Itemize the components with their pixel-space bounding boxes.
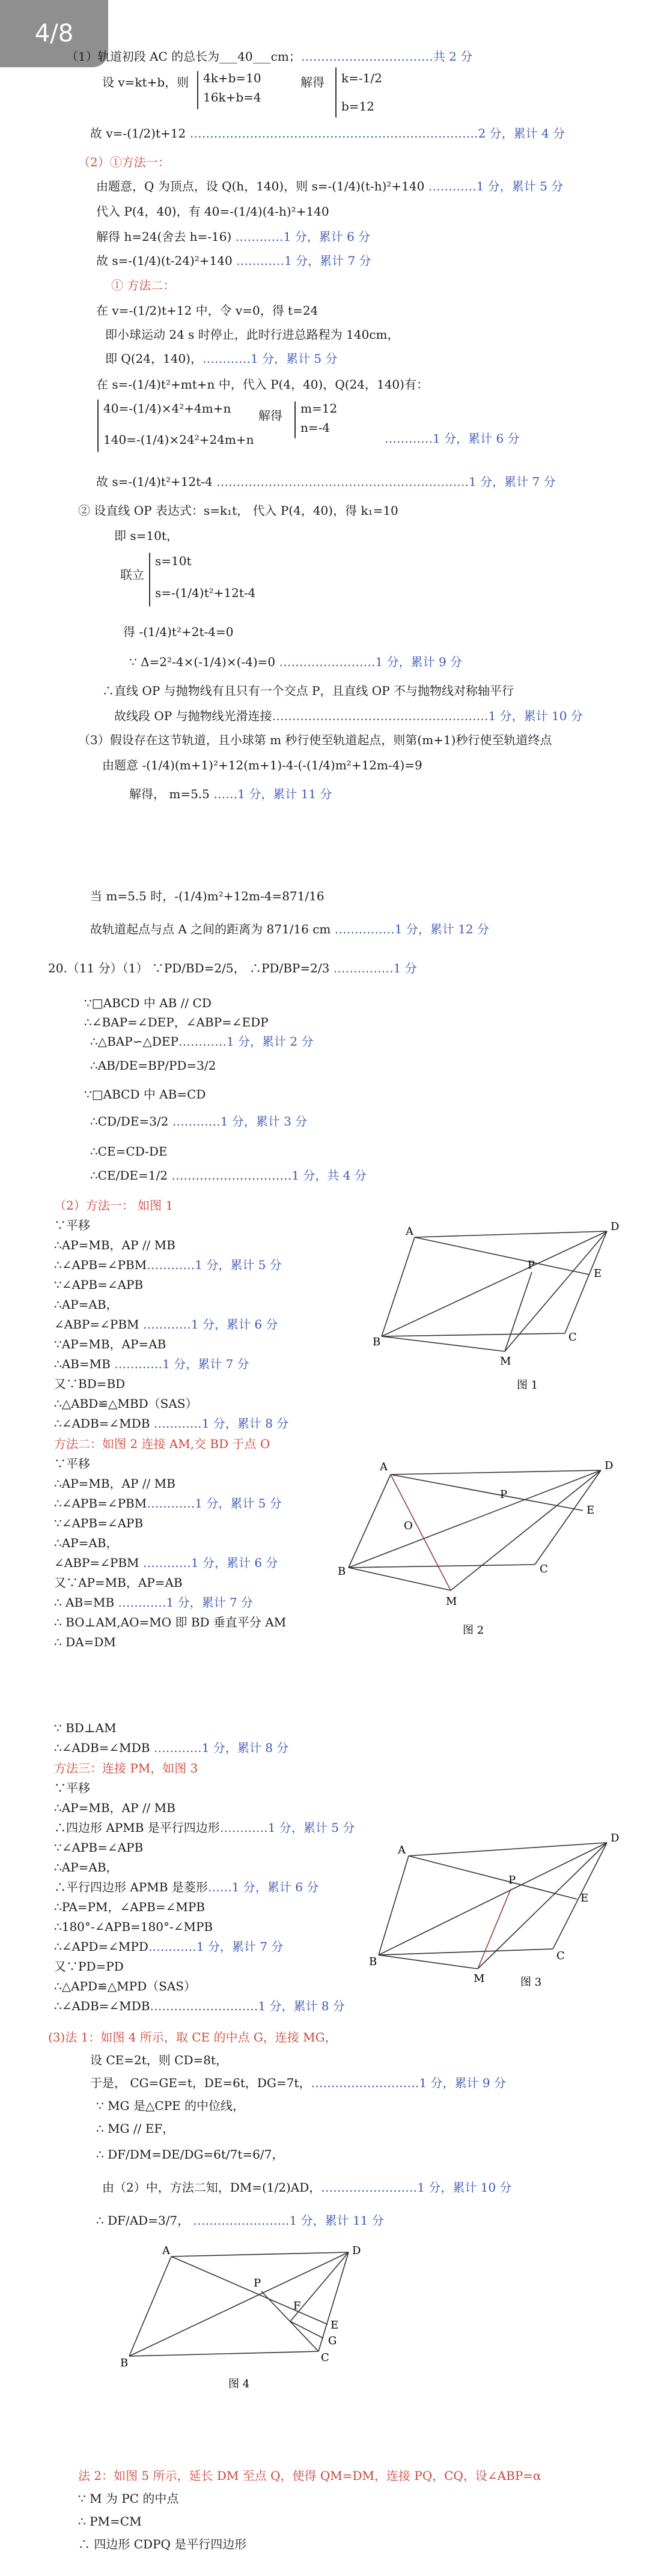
- answer-line: ∵∠APB=∠APB: [54, 1840, 144, 1855]
- answer-line: 解得 h=24(舍去 h=-16) …………1 分，累计 6 分: [96, 229, 371, 244]
- equation: 4k+b=10: [203, 71, 261, 85]
- figure-4-caption: 图 4: [228, 2378, 250, 2390]
- seg-BA: [129, 2256, 171, 2356]
- label-M: M: [500, 1355, 511, 1368]
- answer-line: ∵ M 为 PC 的中点: [78, 2491, 179, 2506]
- answer-line: ∴CE/DE=1/2 …………………………1 分，共 4 分: [90, 1168, 367, 1183]
- equation: s=10t: [155, 554, 192, 568]
- equation: 140=-(1/4)×24²+24m+n: [103, 432, 254, 447]
- page-indicator-badge[interactable]: 4/8: [0, 0, 108, 67]
- seg-BM: [349, 1568, 451, 1590]
- answer-line: ∴AB/DE=BP/PD=3/2: [90, 1058, 216, 1073]
- answer-line: 解得: [258, 408, 282, 423]
- figure-2-caption: 图 2: [463, 1624, 484, 1637]
- seg-BM: [379, 1955, 478, 1969]
- figure-4: [120, 2243, 373, 2405]
- brace: [335, 67, 337, 118]
- seg-CB: [349, 1565, 535, 1568]
- seg-PM: [478, 1889, 511, 1969]
- answer-line: ∵ BD⊥AM: [54, 1721, 117, 1735]
- answer-line: ∴AP=AB，: [54, 1536, 118, 1550]
- answer-line: 解得: [300, 75, 324, 89]
- label-C: C: [321, 2351, 329, 2364]
- answer-line: ∴∠APD=∠MPD…………1 分，累计 7 分: [54, 1939, 284, 1954]
- label-B: B: [120, 2357, 129, 2369]
- equation: n=-4: [300, 420, 331, 435]
- answer-line: 由题意 -(1/4)(m+1)²+12(m+1)-4-(-(1/4)m²+12m-4)=9: [102, 758, 422, 772]
- label-D: D: [605, 1459, 614, 1472]
- answer-line: ∴ DF/AD=3/7， ……………………1 分，累计 11 分: [96, 2213, 384, 2228]
- figure-4-svg: [120, 2243, 373, 2399]
- seg-AM: [391, 1474, 451, 1590]
- seg-AD: [171, 2252, 349, 2256]
- method-heading: 法 2：如图 5 所示，延长 DM 至点 Q，使得 QM=DM，连接 PQ，CQ，设∠ABP=α: [78, 2468, 541, 2483]
- brace: [97, 399, 99, 452]
- equation: b=12: [341, 99, 375, 114]
- label-F: F: [293, 2300, 301, 2312]
- seg-CB: [382, 1333, 565, 1336]
- seg-CB: [129, 2351, 318, 2356]
- seg-BA: [379, 1856, 409, 1955]
- answer-line: ∴ BO⊥AM,AO=MO 即 BD 垂直平分 AM: [54, 1615, 287, 1629]
- label-A: A: [162, 2244, 170, 2257]
- brace: [149, 553, 150, 607]
- figure-1-caption: 图 1: [517, 1379, 538, 1392]
- answer-line: 故 s=-(1/4)(t-24)²+140 …………1 分，累计 7 分: [96, 253, 371, 268]
- seg-BD: [382, 1231, 607, 1336]
- label-C: C: [540, 1563, 548, 1575]
- figure-2-svg: [337, 1453, 625, 1652]
- seg-BD: [129, 2252, 349, 2356]
- method-heading: （2）方法一： 如图 1: [54, 1198, 174, 1213]
- answer-line: ∵□ABCD 中 AB // CD: [84, 996, 212, 1010]
- answer-line: ∴∠ADB=∠MDB………………………1 分，累计 8 分: [54, 1999, 345, 2013]
- label-P: P: [508, 1874, 516, 1887]
- seg-AE: [409, 1856, 577, 1899]
- label-A: A: [380, 1461, 388, 1473]
- answer-line: ∴△ABD≌△MBD（SAS）: [54, 1396, 198, 1411]
- label-E: E: [580, 1892, 589, 1905]
- answer-line: ∴△BAP∽△DEP…………1 分，累计 2 分: [90, 1034, 314, 1049]
- seg-DC: [535, 1470, 601, 1565]
- label-E: E: [331, 2319, 339, 2332]
- answer-line: 代入 P(4，40)，有 40=-(1/4)(4-h)²+140: [96, 204, 329, 219]
- answer-line: ∴AP=MB，AP // MB: [54, 1476, 175, 1491]
- equation: k=-1/2: [341, 71, 382, 85]
- answer-line: 在 v=-(1/2)t+12 中，令 v=0，得 t=24: [96, 303, 318, 318]
- answer-line: 即小球运动 24 s 时停止，此时行进总路程为 140cm，: [105, 327, 400, 342]
- answer-line: ∴ DF/DM=DE/DG=6t/7t=6/7，: [96, 2147, 284, 2162]
- label-A: A: [398, 1844, 406, 1856]
- figure-3-caption: 图 3: [520, 1976, 542, 1989]
- answer-line: ∴AP=AB，: [54, 1860, 118, 1874]
- answer-line: 又∵AP=MB，AP=AB: [54, 1575, 183, 1590]
- answer-line: ∴AP=AB，: [54, 1297, 118, 1312]
- answer-line: 又∵BD=BD: [54, 1377, 126, 1391]
- seg-AD: [391, 1470, 601, 1474]
- answer-line: ∴平行四边形 APMB 是菱形……1 分，累计 6 分: [54, 1880, 319, 1894]
- figure-3: [369, 1832, 625, 2012]
- answer-line: ∵∠APB=∠APB: [54, 1516, 144, 1530]
- method-heading: （2）①方法一：: [78, 155, 170, 169]
- seg-DC: [565, 1231, 607, 1333]
- answer-line: ∴∠ADB=∠MDB …………1 分，累计 8 分: [54, 1416, 289, 1431]
- answer-line: ∠ABP=∠PBM …………1 分，累计 6 分: [54, 1317, 278, 1332]
- answer-line: ∴∠APB=∠PBM…………1 分，累计 5 分: [54, 1258, 282, 1272]
- answer-line: ∵□ABCD 中 AB=CD: [84, 1087, 206, 1102]
- label-B: B: [369, 1956, 377, 1968]
- label-B: B: [338, 1565, 346, 1578]
- answer-line: 故 v=-(1/2)t+12 ………………………………………………………………2 分，累计 4 分: [90, 126, 565, 141]
- seg-AD: [409, 1843, 607, 1856]
- answer-line: 解得， m=5.5 ……1 分，累计 11 分: [129, 787, 332, 801]
- answer-line: ∴PA=PM，∠APB=∠MPB: [54, 1900, 205, 1914]
- answer-line: 于是， CG=GE=t，DE=6t，DG=7t，………………………1 分，累计 9 分: [90, 2076, 506, 2090]
- label-D: D: [611, 1220, 620, 1233]
- answer-line: ∴ DA=DM: [54, 1635, 116, 1649]
- label-G: G: [328, 2335, 337, 2347]
- seg-BM: [382, 1336, 505, 1351]
- label-M: M: [474, 1972, 485, 1985]
- answer-line: 联立: [120, 568, 144, 582]
- answer-line: ∵平移: [54, 1218, 90, 1232]
- answer-line: ∴四边形 APMB 是平行四边形…………1 分，累计 5 分: [54, 1820, 355, 1835]
- seg-MD: [451, 1470, 601, 1590]
- answer-line: ∴ AB=MB …………1 分，累计 7 分: [54, 1595, 254, 1610]
- seg-MP: [505, 1272, 532, 1351]
- answer-line: 当 m=5.5 时，-(1/4)m²+12m-4=871/16: [90, 889, 324, 903]
- answer-line: 即 s=10t，: [114, 529, 178, 543]
- method-heading: 方法二：如图 2 连接 AM,交 BD 于点 O: [54, 1437, 270, 1451]
- label-A: A: [406, 1225, 413, 1238]
- label-M: M: [446, 1595, 457, 1608]
- equation: 16k+b=4: [203, 90, 261, 105]
- label-E: E: [594, 1267, 602, 1280]
- answer-line: ∴AP=MB，AP // MB: [54, 1238, 175, 1252]
- label-P: P: [254, 2277, 261, 2290]
- brace: [294, 401, 296, 438]
- answer-line: 设 CE=2t，则 CD=8t，: [90, 2053, 228, 2067]
- seg-AE: [171, 2256, 328, 2324]
- seg-AE: [415, 1237, 589, 1274]
- answer-line: ∠ABP=∠PBM …………1 分，累计 6 分: [54, 1556, 278, 1570]
- answer-line: ∴∠ADB=∠MDB …………1 分，累计 8 分: [54, 1741, 289, 1755]
- answer-line: 又∵PD=PD: [54, 1959, 124, 1974]
- answer-line: 在 s=-(1/4)t²+mt+n 中，代入 P(4，40)，Q(24，140)有：: [96, 377, 428, 392]
- seg-AD: [415, 1231, 607, 1237]
- equation: 40=-(1/4)×4²+4m+n: [103, 401, 231, 416]
- answer-line: （1）轨道初段 AC 的总长为___40___cm；……………………………共 2 分: [66, 49, 473, 64]
- answer-line: ∴ 四边形 CDPQ 是平行四边形: [78, 2537, 247, 2551]
- seg-MD: [478, 1843, 607, 1969]
- question-header: 20.（11 分）（1） ∵PD/BD=2/5， ∴PD/BP=2/3 ……………1 分: [48, 961, 417, 975]
- method-heading: ① 方法二：: [111, 278, 175, 292]
- label-B: B: [373, 1336, 381, 1348]
- answer-line: 得 -(1/4)t²+2t-4=0: [123, 625, 234, 639]
- answer-line: 故 s=-(1/4)t²+12t-4 ………………………………………………………1 分，累计 7 分: [96, 474, 556, 489]
- label-C: C: [568, 1331, 577, 1344]
- answer-line: （3）假设存在这节轨道，且小球第 m 秒行使至轨道起点，则第(m+1)秒行使至轨道终点: [78, 733, 552, 747]
- answer-line: ∴∠BAP=∠DEP，∠ABP=∠EDP: [84, 1015, 269, 1029]
- answer-line: 故轨道起点与点 A 之间的距离为 871/16 cm ……………1 分，累计 12 分: [90, 922, 490, 936]
- answer-line: ∴直线 OP 与抛物线有且只有一个交点 P，且直线 OP 不与抛物线对称轴平行: [102, 683, 514, 698]
- answer-line: ∴ MG // EF，: [96, 2121, 175, 2136]
- seg-DC: [553, 1843, 607, 1949]
- answer-line: ∴CE=CD-DE: [90, 1144, 168, 1159]
- answer-line: ∴△APD≌△MPD（SAS）: [54, 1979, 196, 1993]
- answer-line: ∴∠APB=∠PBM…………1 分，累计 5 分: [54, 1496, 282, 1511]
- figure-1-svg: [373, 1219, 625, 1399]
- answer-line: ∴AP=MB，AP // MB: [54, 1801, 175, 1815]
- equation: m=12: [300, 401, 338, 416]
- label-D: D: [352, 2244, 361, 2257]
- answer-line: ∴CD/DE=3/2 …………1 分，累计 3 分: [90, 1114, 308, 1129]
- label-C: C: [556, 1950, 565, 1962]
- answer-line: 故线段 OP 与抛物线光滑连接………………………………………………1 分，累计 10 分: [114, 709, 583, 723]
- answer-line: …………1 分，累计 6 分: [385, 431, 520, 446]
- equation: s=-(1/4)t²+12t-4: [155, 586, 256, 600]
- answer-line: 由（2）中，方法二知，DM=(1/2)AD，……………………1 分，累计 10 分: [102, 2180, 512, 2195]
- figure-1: [373, 1219, 625, 1417]
- figure-2: [337, 1453, 625, 1658]
- answer-line: ∵ MG 是△CPE 的中位线，: [96, 2099, 245, 2113]
- answer-line: ∵∠APB=∠APB: [54, 1277, 144, 1292]
- answer-line: ② 设直线 OP 表达式：s=k₁t， 代入 P(4，40)，得 k₁=10: [78, 503, 398, 518]
- seg-CB: [379, 1949, 553, 1955]
- seg-AE: [391, 1474, 583, 1511]
- label-P: P: [500, 1488, 508, 1501]
- label-O: O: [404, 1520, 413, 1532]
- method-heading: 方法三：连接 PM，如图 3: [54, 1761, 198, 1775]
- method-heading: (3)法 1：如图 4 所示，取 CE 的中点 G，连接 MG，: [48, 2030, 337, 2044]
- answer-line: ∴180°-∠APB=180°-∠MPB: [54, 1920, 213, 1934]
- figure-3-svg: [369, 1832, 625, 2006]
- label-E: E: [587, 1504, 595, 1517]
- answer-line: 即 Q(24，140)，…………1 分，累计 5 分: [105, 351, 338, 366]
- answer-line: ∵平移: [54, 1781, 90, 1795]
- label-D: D: [611, 1832, 620, 1844]
- seg-BA: [382, 1237, 415, 1336]
- brace: [197, 71, 198, 109]
- label-P: P: [528, 1259, 535, 1271]
- answer-line: ∴ PM=CM: [78, 2514, 142, 2529]
- answer-line: ∵ Δ=2²-4×(-1/4)×(-4)=0 ……………………1 分，累计 9 分: [129, 655, 463, 669]
- answer-line: 由题意，Q 为顶点，设 Q(h，140)，则 s=-(1/4)(t-h)²+140 …………1 分，累计 5 分: [96, 179, 564, 193]
- answer-line: ∵AP=MB，AP=AB: [54, 1337, 166, 1351]
- seg-PC: [261, 2291, 318, 2351]
- answer-line: 设 v=kt+b，则: [102, 75, 189, 89]
- answer-line: ∴AB=MB …………1 分，累计 7 分: [54, 1357, 249, 1371]
- seg-BD: [379, 1843, 607, 1955]
- answer-line: ∵平移: [54, 1456, 90, 1471]
- seg-MG: [290, 2321, 323, 2338]
